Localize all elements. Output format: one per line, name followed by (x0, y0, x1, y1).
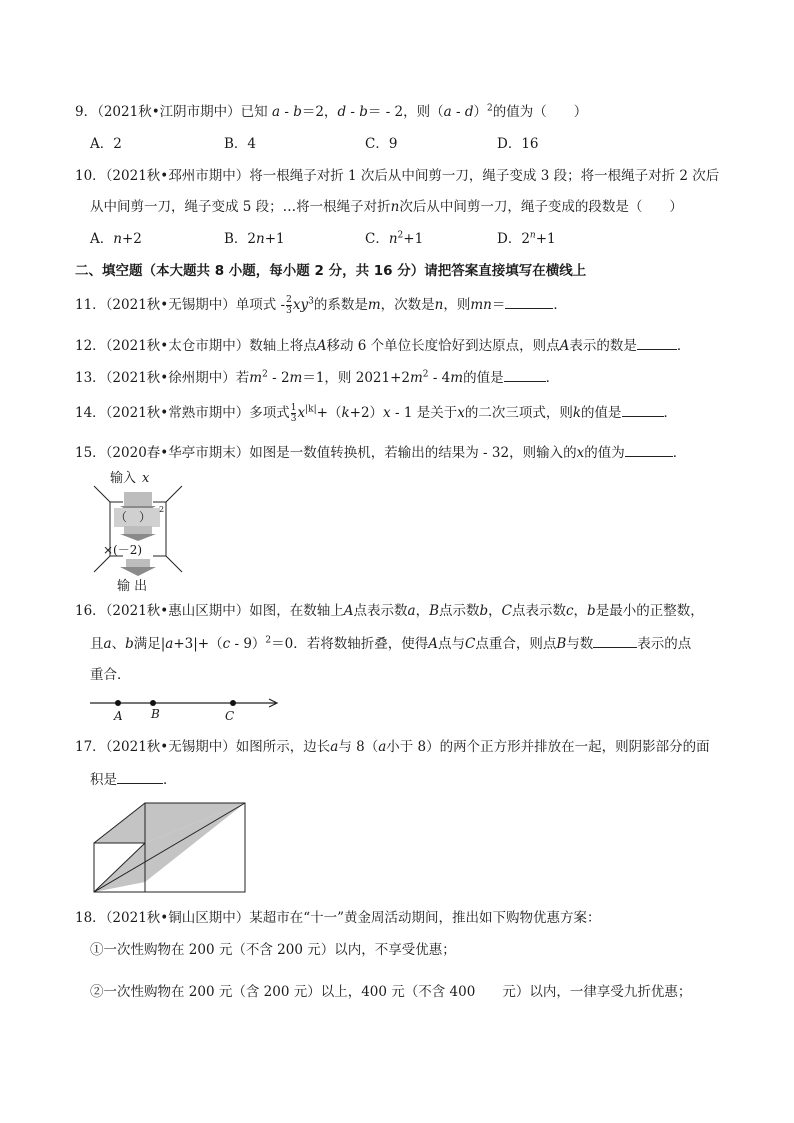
point-b: B (556, 636, 567, 652)
var-m: m (289, 370, 303, 386)
q9-exponent: 2 (487, 103, 493, 114)
down-arrow-icon (120, 567, 156, 576)
q16-l2a: 且 (90, 636, 104, 652)
var-x: x (297, 405, 306, 421)
q16-l2j: 表示的点 (637, 636, 692, 652)
q16-l2h: 点重合，则点 (475, 636, 557, 652)
var-x: x (457, 405, 465, 421)
var-a: a (407, 603, 416, 619)
var-a: a (103, 636, 112, 652)
var-b: b (293, 104, 302, 120)
frac-den: 3 (286, 306, 292, 316)
q16-l2d: +3|+（ (173, 636, 223, 652)
q9-eq1: ＝2， (301, 104, 338, 120)
two-squares-figure (92, 802, 248, 894)
q16-l1h: 是最小的正整数， (595, 603, 704, 619)
q15-b: 的值为 (584, 445, 625, 461)
answer-blank[interactable] (622, 402, 664, 417)
question-11-stem (75, 292, 567, 318)
question-13-stem (75, 367, 559, 388)
var-a: a (378, 739, 387, 755)
q9-option-d: D．16 (497, 136, 539, 152)
q14-b: +（ (316, 405, 342, 421)
question-17-stem-line2 (90, 769, 177, 790)
q13-exp1: 2 (262, 369, 268, 380)
input-label: 输入 (110, 471, 137, 486)
q16-l1a: 16．（2021秋•惠山区期中）如图，在数轴上 (75, 603, 344, 619)
var-x: x (383, 405, 391, 421)
q9-option-a: A．2 (90, 136, 122, 152)
var-b: b (125, 636, 134, 652)
question-16-stem-line3: 重合． (90, 667, 131, 683)
question-10-stem-line1: 10．（2021秋•邳州市期中）将一根绳子对折 1 次后从中间剪一刀，绳子变成 3 段；将一根绳子对折 2 次后 (75, 168, 720, 184)
q13-a: 13．（2021秋•徐州期中）若 (75, 370, 250, 386)
q16-l2b: 、 (111, 636, 126, 652)
q11-c: 的系数是 (313, 297, 368, 313)
q14-a: 14．（2021秋•常熟市期中）多项式 (75, 405, 290, 421)
frac-num: 1 (290, 403, 297, 413)
q17-l2b: ． (163, 772, 177, 788)
q10-line2-b: 次后从中间剪一刀，绳子变成的段数是（ ） (399, 199, 683, 215)
number-line-figure (88, 694, 284, 724)
q17-l2a: 积是 (90, 772, 117, 788)
q14-f: 的值是 (581, 405, 622, 421)
point-c: C (464, 636, 476, 652)
var-m: m (409, 370, 423, 386)
q11-g: ． (553, 297, 567, 313)
q13-e: 的值是 (463, 370, 504, 386)
var-c: c (565, 603, 574, 619)
conversion-machine-figure (88, 468, 188, 594)
question-15-stem (75, 442, 686, 463)
answer-blank[interactable] (505, 294, 553, 309)
var-a: a (271, 104, 281, 120)
question-17-stem-line1 (75, 737, 710, 757)
var-m: m (450, 370, 464, 386)
q10-d-label: D．2 (497, 231, 530, 247)
point-b-dot (150, 700, 156, 706)
q10-option-d (497, 229, 556, 249)
q15-c: ． (672, 445, 687, 461)
q16-l2e: - 9） (230, 636, 266, 652)
q10-d-exp: n (529, 230, 536, 241)
var-m: m (249, 370, 263, 386)
question-16-stem-line2 (90, 633, 691, 654)
q10-option-c (365, 229, 423, 249)
q16-l2i: 与数 (566, 636, 594, 652)
point-c: C (501, 603, 512, 619)
square-op: （ ） (115, 510, 152, 524)
q13-f: ． (545, 370, 560, 386)
q14-g: ． (663, 405, 678, 421)
q16-l1f: 点表示数 (511, 603, 566, 619)
question-12-stem (75, 335, 690, 356)
var-n: n (388, 231, 398, 247)
q16-l1c: ， (415, 603, 430, 619)
down-arrow-icon (124, 492, 152, 506)
answer-blank[interactable] (625, 442, 673, 457)
q9-minus: - (280, 104, 294, 120)
var-c: c (222, 636, 231, 652)
question-9-stem (75, 102, 587, 122)
q9-option-c: C．9 (365, 136, 398, 152)
var-d2: d (464, 104, 474, 120)
answer-blank[interactable] (637, 335, 677, 350)
var-n: n (434, 297, 444, 313)
q11-e: ，则 (443, 297, 471, 313)
q16-l2c: 满足| (133, 636, 166, 652)
q17-l1b: 与 8（ (338, 739, 379, 755)
q16-l1g: ， (573, 603, 588, 619)
q11-d: ，次数是 (380, 297, 435, 313)
q9-text: 9．（2021秋•江阴市期中）已知 (75, 104, 268, 120)
fraction-2-3 (286, 295, 292, 316)
q18-item-1 (90, 940, 456, 960)
point-a: A (559, 338, 570, 354)
point-a-dot (115, 700, 121, 706)
q18-item-2 (90, 982, 691, 1002)
answer-blank[interactable] (117, 769, 163, 784)
q12-d: ． (676, 338, 691, 354)
var-a: a (165, 636, 174, 652)
question-14-stem (75, 400, 677, 426)
q16-l1d: 点示数 (438, 603, 480, 619)
answer-blank[interactable] (593, 633, 637, 648)
q11-f: ＝ (491, 297, 506, 313)
q14-c: +2） (349, 405, 384, 421)
frac-num: 2 (286, 295, 292, 305)
q17-l1c: 小于 8）的两个正方形并排放在一起，则阴影部分的面 (386, 739, 710, 755)
q10-c-label: C． (365, 231, 389, 247)
q10-option-a (90, 229, 142, 249)
var-n: n (390, 199, 400, 215)
var-b: b (479, 603, 489, 619)
var-b2: b (359, 104, 368, 120)
q16-l2f: ＝0．若将数轴折叠，使得 (271, 636, 429, 652)
q9-eq2: ＝ - 2，则（ (367, 104, 444, 120)
section-heading-fill-in: 二、填空题（本大题共 8 小题，每小题 2 分，共 16 分）请把答案直接填写在横线上 (75, 263, 587, 279)
point-a: A (428, 636, 438, 652)
q10-d-tail: +1 (535, 231, 556, 247)
var-x: x (576, 445, 585, 461)
q9-tail: 的值为（ ） (492, 104, 588, 120)
down-arrow-icon (120, 534, 156, 541)
var-k: k (341, 405, 350, 421)
fraction-1-3 (291, 403, 297, 424)
var-k: k (572, 405, 582, 421)
q16-l2g: 点与 (437, 636, 465, 652)
q9-minus3: - (451, 104, 465, 120)
var-m: m (367, 297, 381, 313)
point-a-label: A (114, 709, 123, 723)
var-n: n (113, 231, 122, 247)
point-a: A (316, 338, 327, 354)
q18-item1-text: 一次性购物在 200 元（不含 200 元）以内，不享受优惠； (103, 942, 456, 958)
q13-b: - 2 (267, 370, 290, 386)
q13-exp2: 2 (422, 369, 429, 380)
q13-d: - 4 (428, 370, 451, 386)
point-c-label: C (225, 709, 235, 723)
q11-a: 11．（2021秋•无锡期中）单项式 - (75, 297, 286, 313)
point-b: B (429, 603, 439, 619)
point-a: A (343, 603, 354, 619)
q14-exp: |k| (305, 404, 317, 415)
question-10-stem-line2 (90, 197, 683, 217)
q11-exp: 3 (308, 296, 314, 307)
q10-b-label: B．2 (224, 231, 257, 247)
q12-b: 移动 6 个单位长度恰好到达原点，则点 (326, 338, 560, 354)
frac-den: 3 (290, 414, 297, 424)
var-a2: a (443, 104, 452, 120)
answer-blank[interactable] (504, 367, 546, 382)
q10-option-b (224, 229, 285, 249)
q10-c-tail: +1 (403, 231, 424, 247)
q15-a: 15．（2020春•华亭市期末）如图是一数值转换机，若输出的结果为 - 32，则输入的 (75, 445, 577, 461)
q10-c-exp: 2 (397, 230, 404, 241)
q14-d: - 1 是关于 (390, 405, 458, 421)
var-a: a (330, 739, 339, 755)
question-18-stem: 18．（2021秋•铜山区期中）某超市在“十一”黄金周活动期间，推出如下购物优惠方案： (75, 910, 601, 926)
q9-minus2: - (346, 104, 360, 120)
var-d: d (337, 104, 347, 120)
output-label: 输 出 (117, 579, 148, 594)
var-mn: mn (470, 297, 492, 313)
q12-c: 表示的数是 (569, 338, 637, 354)
q13-c: ＝1，则 2021+2 (302, 370, 410, 386)
q11-xy: xy (292, 297, 309, 313)
square-exp: 2 (159, 505, 165, 514)
q10-a-tail: +2 (121, 231, 142, 247)
q14-e: 的二次三项式，则 (464, 405, 573, 421)
q16-exp: 2 (265, 635, 272, 646)
var-n: n (256, 231, 265, 247)
q12-a: 12．（2021秋•太仓市期中）数轴上将点 (75, 338, 317, 354)
var-b: b (587, 603, 596, 619)
q17-l1a: 17．（2021秋•无锡期中）如图所示，边长 (75, 739, 331, 755)
q9-paren: ） (473, 104, 488, 120)
point-b-label: B (151, 707, 160, 721)
q9-option-b: B．4 (224, 136, 257, 152)
q10-b-tail: +1 (264, 231, 285, 247)
q18-circled-2: ② (90, 984, 104, 1000)
q10-line2-a: 从中间剪一刀，绳子变成 5 段；…将一根绳子对折 (90, 199, 391, 215)
input-var: x (142, 471, 150, 486)
q18-item2-text: 一次性购物在 200 元（含 200 元）以上，400 元（不含 400 元）以内，一律享受九折优惠； (103, 984, 692, 1000)
multiply-op: ×(－2) (103, 543, 143, 557)
point-c-dot (230, 700, 236, 706)
q16-l1e: ， (488, 603, 502, 619)
q10-a-label: A． (90, 231, 114, 247)
q16-l1b: 点表示数 (353, 603, 408, 619)
question-16-stem-line1 (75, 601, 704, 621)
q18-circled-1: ① (90, 942, 104, 958)
